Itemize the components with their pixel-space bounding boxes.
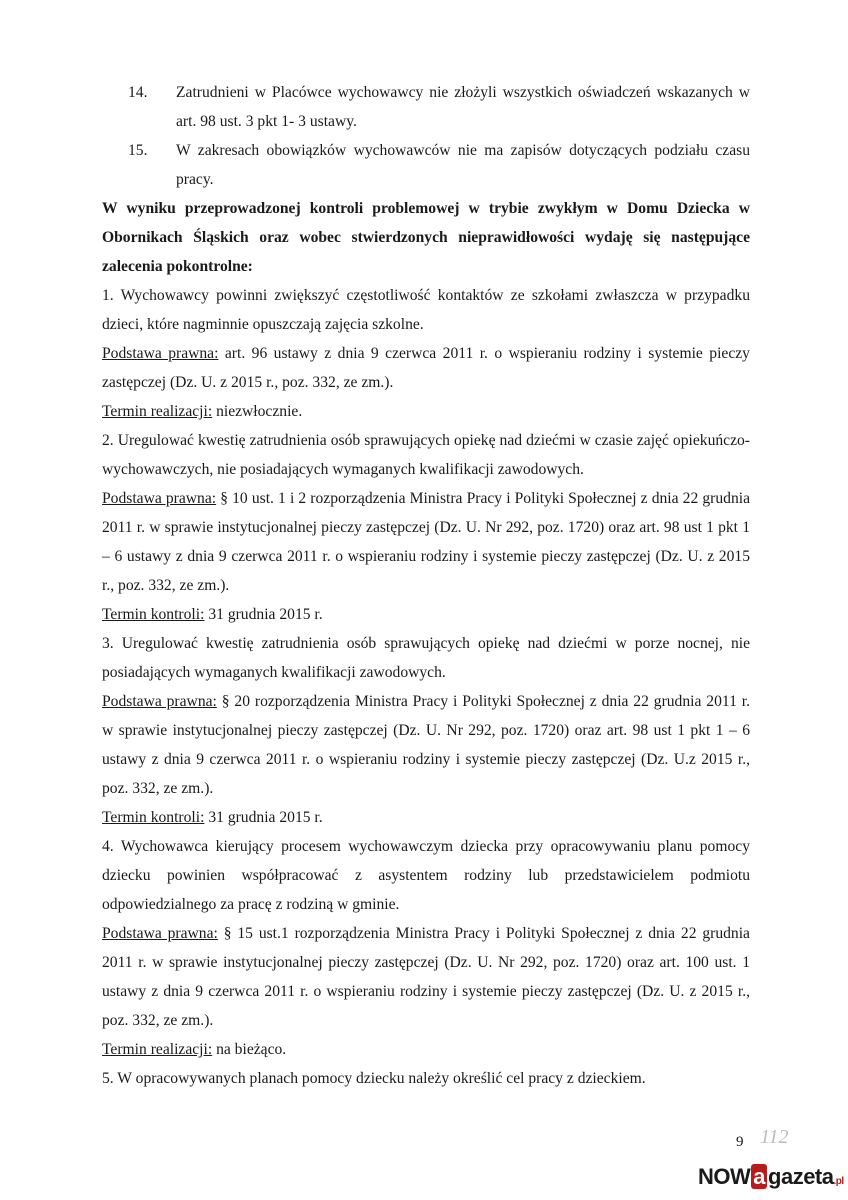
handwritten-stamp: 112 (760, 1126, 789, 1148)
logo-part: NOW (698, 1164, 751, 1189)
deadline-label: Termin kontroli: (102, 606, 205, 623)
legal-basis-text: art. 96 ustawy z dnia 9 czerwca 2011 r. o wspieraniu rodziny i systemie pieczy zastępczej (Dz. U. z 2015 r., poz. 332, ze zm.). (102, 345, 750, 391)
logo-part: .pl (833, 1176, 844, 1187)
deadline-label: Termin realizacji: (102, 403, 213, 420)
recommendation-text: 4. Wychowawca kierujący procesem wychowawczym dziecka przy opracowywaniu planu pomocy dziecku powinien współpracować z asystentem rodziny lub przedstawicielem podmiotu odpowiedzialnego za pracę z rodziną w gminie. (102, 838, 750, 913)
deadline (102, 803, 750, 832)
logo-part: a (753, 1164, 766, 1189)
nowagazeta-logo (698, 1164, 844, 1190)
deadline (102, 1035, 750, 1064)
legal-basis-text: § 15 ust.1 rozporządzenia Ministra Pracy i Polityki Społecznej z dnia 22 grudnia 2011 r. w sprawie instytucjonalnej pieczy zastępczej (Dz. U. Nr 292, poz. 1720) oraz art. 100 ust. 1 ustawy z dnia 9 czerwca 2011 r. o wspieraniu rodziny i systemie pieczy zastępczej (Dz. U. z 2015 r., poz. 332, ze zm.). (102, 925, 750, 1029)
legal-basis-label: Podstawa prawna: (102, 693, 217, 710)
logo-part: gazeta (768, 1164, 834, 1189)
recommendation-text: 2. Uregulować kwestię zatrudnienia osób sprawujących opiekę nad dziećmi w czasie zajęć opiekuńczo-wychowawczych, nie posiadających wymaganych kwalifikacji zawodowych. (102, 432, 750, 478)
deadline (102, 397, 750, 426)
legal-basis (102, 339, 750, 397)
item-number: 14. (128, 84, 148, 101)
list-item (102, 136, 750, 194)
recommendation-2 (102, 426, 750, 629)
recommendation-4 (102, 832, 750, 1064)
document-text (102, 78, 750, 1093)
section-heading: W wyniku przeprowadzonej kontroli problemowej w trybie zwykłym w Domu Dziecka w Obornikach Śląskich oraz wobec stwierdzonych nieprawidłowości wydaję się następujące zalecenia pokontrolne: (102, 200, 750, 275)
item-text: Zatrudnieni w Placówce wychowawcy nie złożyli wszystkich oświadczeń wskazanych w art. 98 ust. 3 pkt 1- 3 ustawy. (176, 84, 750, 130)
legal-basis-text: § 10 ust. 1 i 2 rozporządzenia Ministra Pracy i Polityki Społecznej z dnia 22 grudnia 2011 r. w sprawie instytucjonalnej pieczy zastępczej (Dz. U. Nr 292, poz. 1720) oraz art. 98 ust 1 pkt 1 – 6 ustawy z dnia 9 czerwca 2011 r. o wspieraniu rodziny i systemie pieczy zastępczej (Dz. U. z 2015 r., poz. 332, ze zm.). (102, 490, 750, 594)
legal-basis-text: § 20 rozporządzenia Ministra Pracy i Polityki Społecznej z dnia 22 grudnia 2011 r. w sprawie instytucjonalnej pieczy zastępczej (Dz. U. Nr 292, poz. 1720) oraz art. 98 ust 1 pkt 1 – 6 ustawy z dnia 9 czerwca 2011 r. o wspieraniu rodziny i systemie pieczy zastępczej (Dz. U.z 2015 r., poz. 332, ze zm.). (102, 693, 750, 797)
recommendation-text: 3. Uregulować kwestię zatrudnienia osób sprawujących opiekę nad dziećmi w porze nocnej, nie posiadających wymaganych kwalifikacji zawodowych. (102, 635, 750, 681)
deadline-text: niezwłocznie. (212, 403, 303, 420)
legal-basis (102, 484, 750, 600)
deadline-label: Termin kontroli: (102, 809, 205, 826)
legal-basis (102, 687, 750, 803)
list-item (102, 78, 750, 136)
legal-basis-label: Podstawa prawna: (102, 345, 219, 362)
deadline-text: 31 grudnia 2015 r. (204, 809, 323, 826)
item-text: W zakresach obowiązków wychowawców nie ma zapisów dotyczących podziału czasu pracy. (176, 142, 750, 188)
legal-basis-label: Podstawa prawna: (102, 490, 217, 507)
deadline-text: na bieżąco. (212, 1041, 287, 1058)
deadline-text: 31 grudnia 2015 r. (204, 606, 323, 623)
recommendation-5: 5. W opracowywanych planach pomocy dziecku należy określić cel pracy z dzieckiem. (102, 1070, 646, 1087)
legal-basis-label: Podstawa prawna: (102, 925, 218, 942)
item-number: 15. (128, 142, 148, 159)
page-number: 9 (736, 1134, 744, 1150)
recommendation-3 (102, 629, 750, 832)
recommendation-text: 1. Wychowawcy powinni zwiększyć częstotliwość kontaktów ze szkołami zwłaszcza w przypadku dzieci, które nagminnie opuszczają zajęcia szkolne. (102, 287, 750, 333)
recommendation-1 (102, 281, 750, 426)
legal-basis (102, 919, 750, 1035)
deadline-label: Termin realizacji: (102, 1041, 213, 1058)
deadline (102, 600, 750, 629)
